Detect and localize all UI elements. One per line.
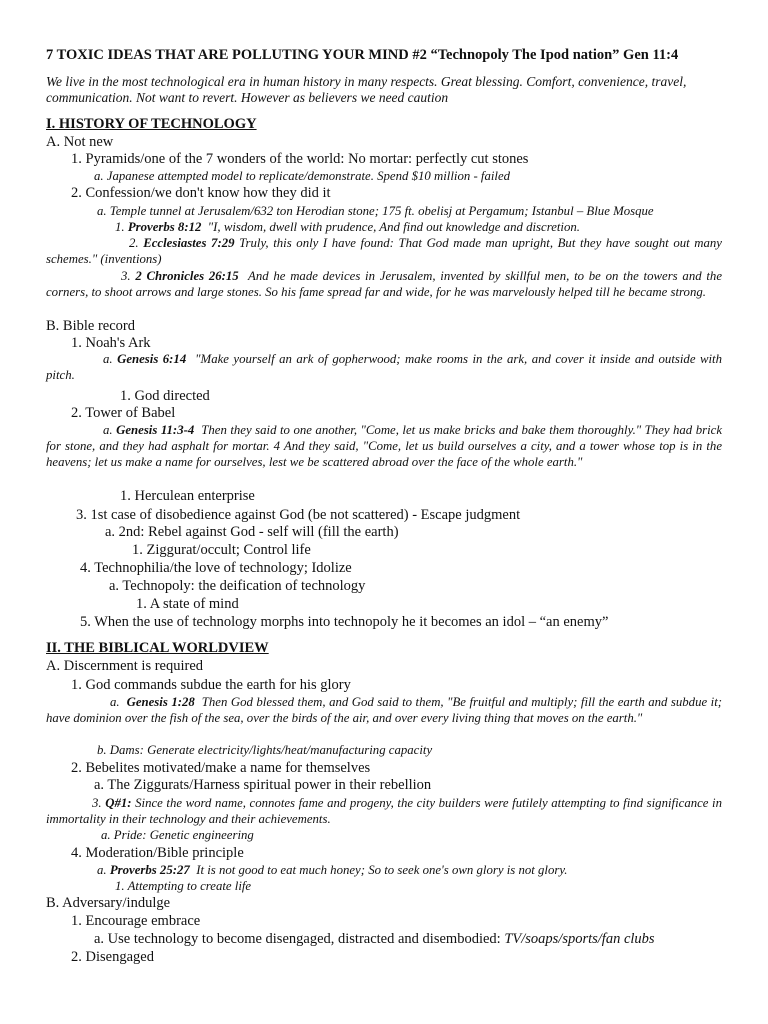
scripture-item: 3. 2 Chronicles 26:15 And he made devices in Jerusalem, invented by skillful men, to be on the towers and the corners, to shoot arrows and large stones. So his fame spread far and wide, for he was marvelously helped till he became strong.: [46, 269, 722, 299]
scripture-item: a. Genesis 11:3-4 Then they said to one another, "Come, let us make bricks and bake them thoroughly." They had brick for stone, and they had asphalt for mortar. 4 And they said, "Come, let us build ourselves a city, and a tower whose top is in the heavens; let us make a name for ourselves, lest we be scattered abroad over the face of the whole earth.": [46, 423, 722, 469]
outline-item: 2. Bebelites motivated/make a name for themselves: [71, 760, 371, 776]
outline-item: 1. Noah's Ark: [71, 335, 151, 351]
outline-item: 4. Moderation/Bible principle: [71, 845, 244, 861]
section-heading-history: I. HISTORY OF TECHNOLOGY: [46, 116, 257, 132]
scripture-item: a. Genesis 1:28 Then God blessed them, and God said to them, "Be fruitful and multiply; fill the earth and subdue it; have dominion over the fish of the sea, over the birds of the air, and over every living thing that moves on the earth.": [46, 695, 723, 725]
outline-item: A. Not new: [46, 134, 114, 150]
scripture-item: a. Genesis 6:14 "Make yourself an ark of gopherwood; make rooms in the ark, and cover it inside and outside with pitch.: [46, 352, 723, 382]
outline-item: a. Pride: Genetic engineering: [101, 828, 254, 842]
outline-item: 2. Confession/we don't know how they did it: [71, 185, 331, 201]
outline-item: 1. Pyramids/one of the 7 wonders of the world: No mortar: perfectly cut stones: [71, 151, 529, 167]
outline-item: 1. A state of mind: [136, 596, 239, 612]
outline-item: 1. Encourage embrace: [71, 913, 201, 929]
outline-item: 1. God commands subdue the earth for his glory: [71, 677, 351, 693]
scripture-ref: 2 Chronicles 26:15: [135, 269, 239, 283]
outline-item: a. The Ziggurats/Harness spiritual power in their rebellion: [94, 777, 432, 793]
scripture-ref: Q#1:: [105, 796, 132, 810]
scripture-ref: Genesis 6:14: [117, 352, 187, 366]
outline-item: B. Adversary/indulge: [46, 895, 171, 911]
outline-item: A. Discernment is required: [46, 658, 204, 674]
outline-item: a. Use technology to become disengaged, distracted and disembodied: TV/soaps/sports/fan clubs: [94, 931, 655, 947]
italic-examples: TV/soaps/sports/fan clubs: [504, 931, 655, 947]
scripture-ref: Proverbs 8:12: [127, 220, 202, 234]
outline-item: 1. Ziggurat/occult; Control life: [132, 542, 311, 558]
scripture-item: 1. Proverbs 8:12 "I, wisdom, dwell with prudence, And find out knowledge and discretion.: [115, 220, 580, 234]
outline-item: 1. God directed: [120, 388, 210, 404]
outline-item: 2. Tower of Babel: [71, 405, 176, 421]
outline-item: a. 2nd: Rebel against God - self will (fill the earth): [105, 524, 399, 540]
scripture-ref: Ecclesiastes 7:29: [143, 236, 235, 250]
intro-paragraph: We live in the most technological era in human history in many respects. Great blessing. Comfort, convenience, travel, communication. Not want to revert. However as believers we need caution: [46, 74, 687, 105]
scripture-item: a. Proverbs 25:27 It is not good to eat much honey; So to seek one's own glory is not glory.: [97, 863, 568, 877]
outline-item: 3. 1st case of disobedience against God (be not scattered) - Escape judgment: [76, 507, 521, 523]
outline-item: B. Bible record: [46, 318, 135, 334]
scripture-ref: Genesis 1:28: [126, 695, 195, 709]
outline-item: 4. Technophilia/the love of technology; Idolize: [80, 560, 352, 576]
document-title: 7 TOXIC IDEAS THAT ARE POLLUTING YOUR MIND #2 “Technopoly The Ipod nation” Gen 11:4: [46, 47, 679, 63]
section-heading-worldview: II. THE BIBLICAL WORLDVIEW: [46, 640, 269, 656]
outline-item: a. Temple tunnel at Jerusalem/632 ton Herodian stone; 175 ft. obelisj at Pergamum; Istanbul – Blue Mosque: [97, 204, 654, 218]
scripture-item: 2. Ecclesiastes 7:29 Truly, this only I have found: That God made man upright, But they have sought out many schemes." (inventions): [46, 236, 722, 266]
scripture-ref: Proverbs 25:27: [109, 863, 190, 877]
outline-item: 1. Herculean enterprise: [120, 488, 255, 504]
outline-item: a. Technopoly: the deification of technology: [109, 578, 366, 594]
outline-item: b. Dams: Generate electricity/lights/heat/manufacturing capacity: [97, 743, 433, 757]
outline-item: 5. When the use of technology morphs into technopoly he it becomes an idol – “an enemy”: [80, 614, 609, 630]
outline-item: 2. Disengaged: [71, 949, 154, 965]
scripture-item: 3. Q#1: Since the word name, connotes fame and progeny, the city builders were futilely attempting to find significance in immortality in their technology and their achievements.: [46, 796, 723, 826]
outline-item: 1. Attempting to create life: [115, 879, 252, 893]
scripture-ref: Genesis 11:3-4: [116, 423, 195, 437]
outline-item: a. Japanese attempted model to replicate/demonstrate. Spend $10 million - failed: [94, 169, 511, 183]
